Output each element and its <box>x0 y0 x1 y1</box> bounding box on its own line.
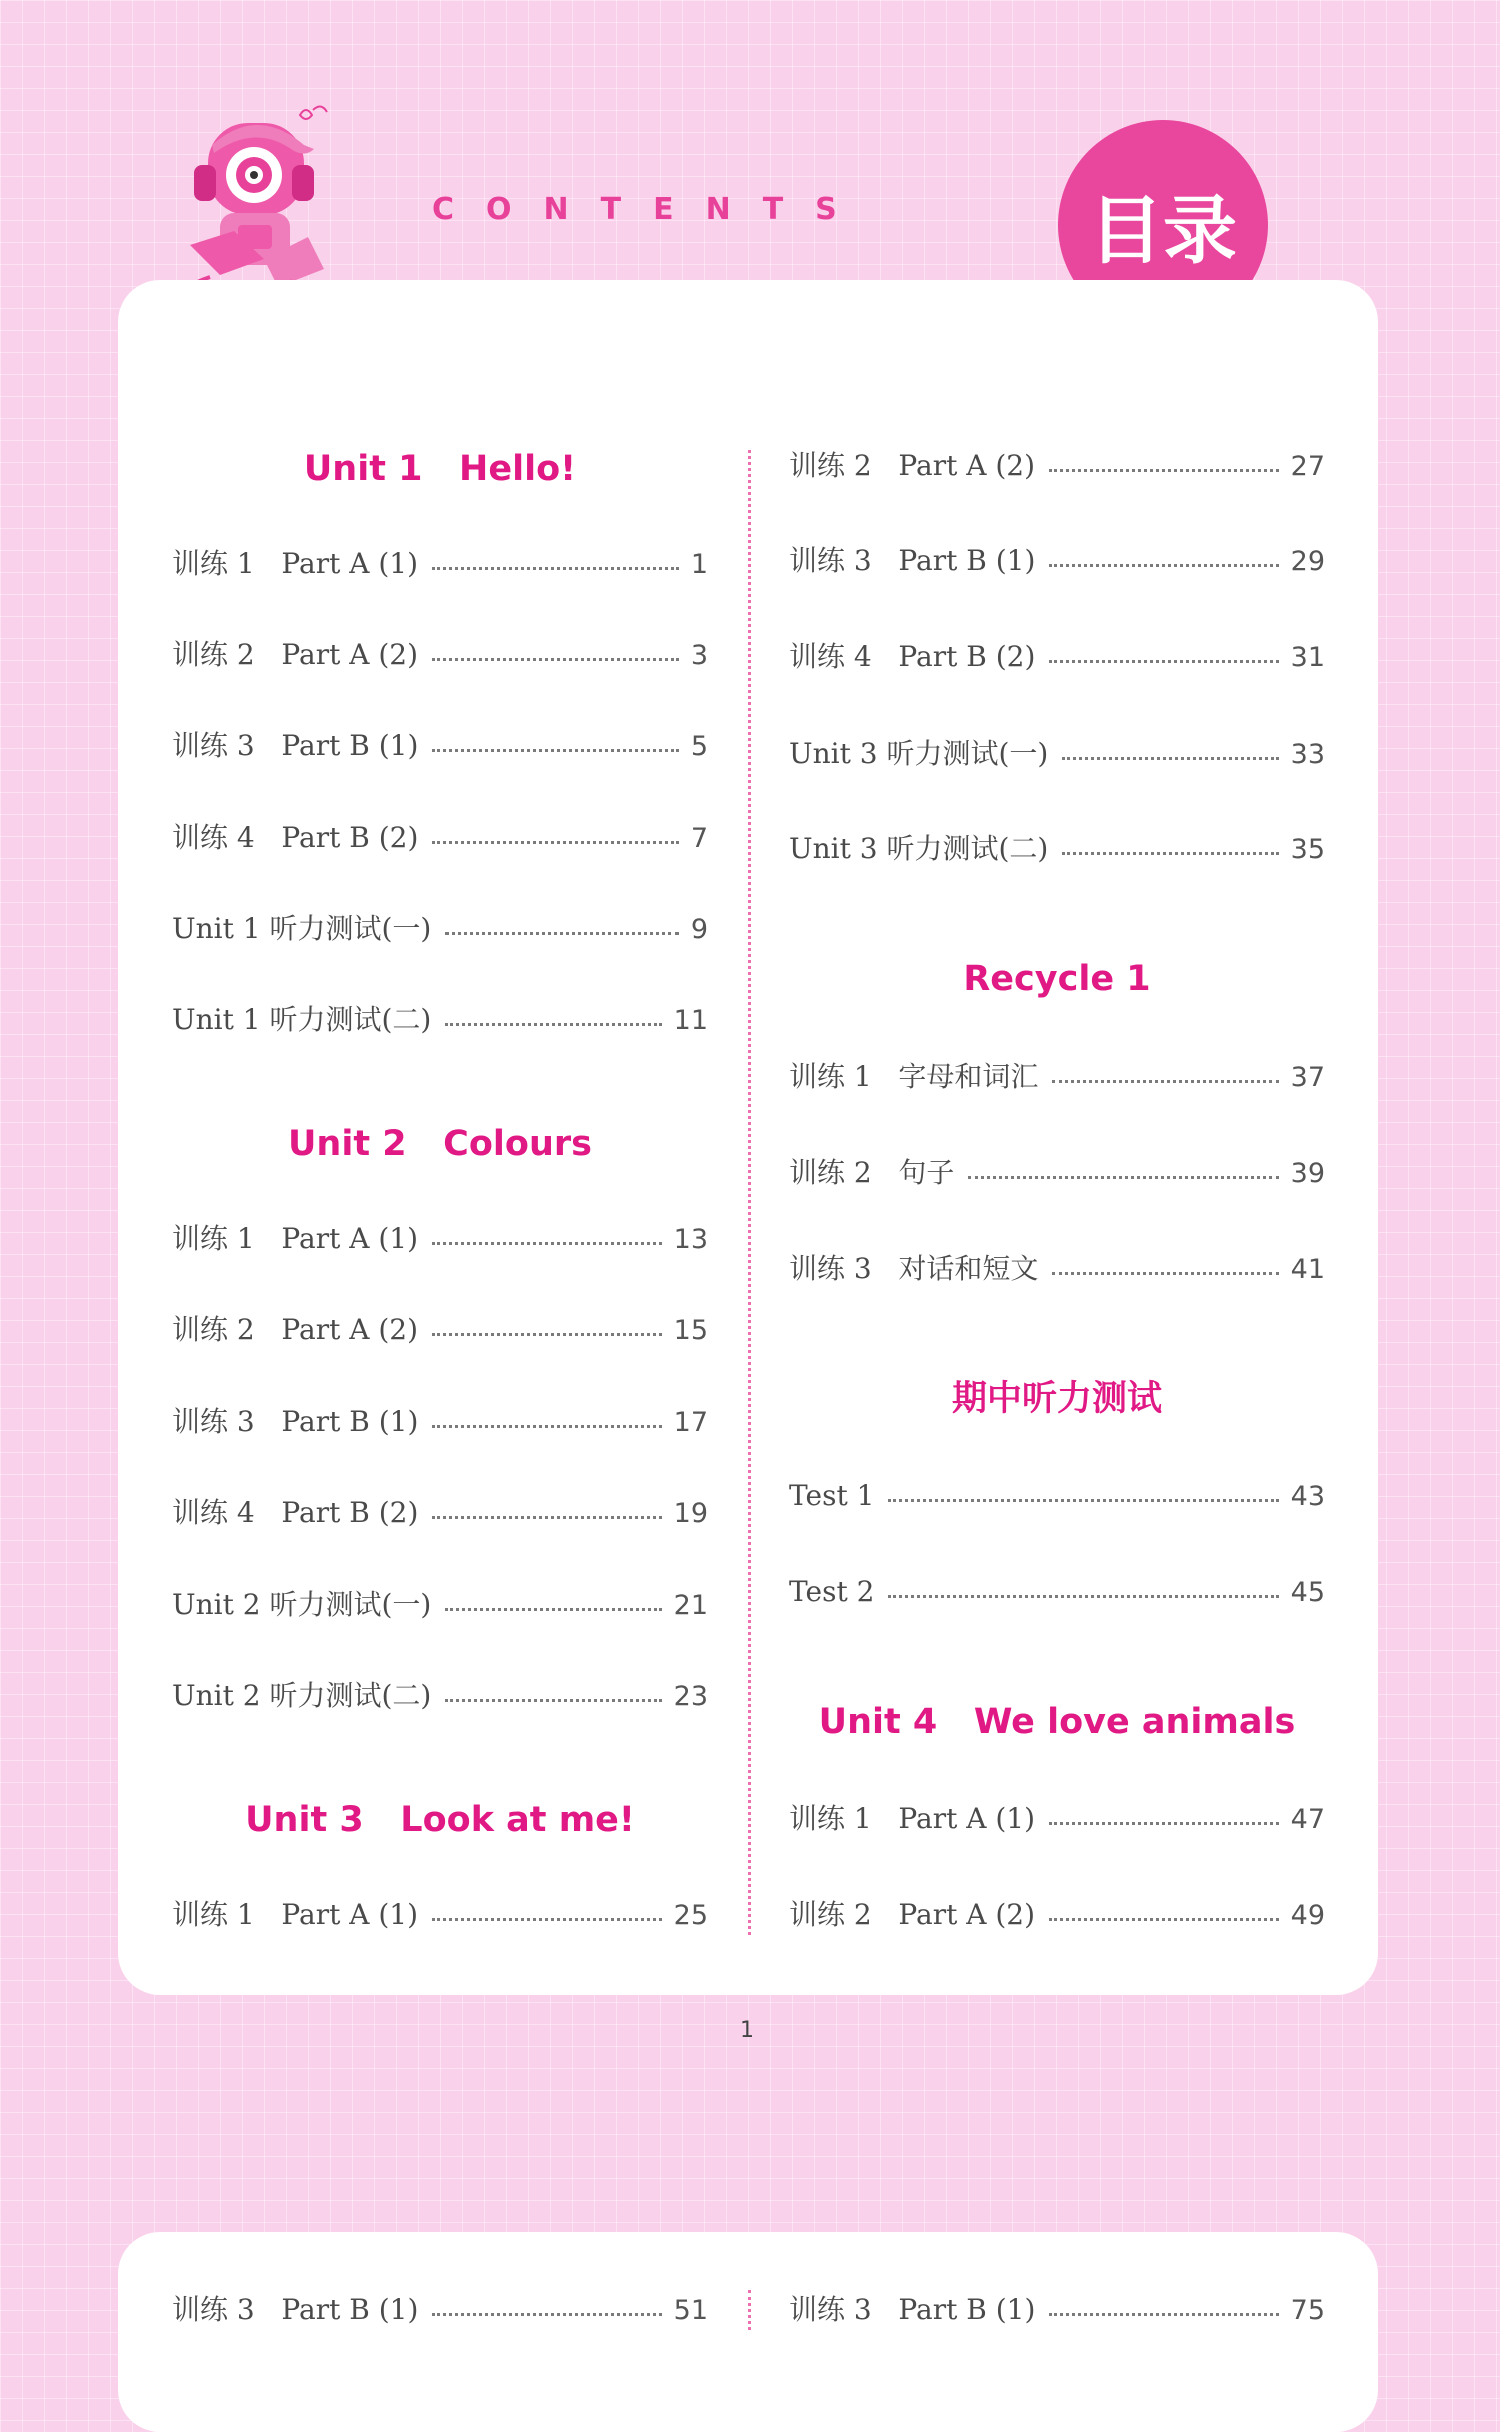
toc-entry-page: 49 <box>1290 1900 1325 1931</box>
toc-entry-page: 5 <box>690 731 708 762</box>
column-divider <box>748 2290 751 2330</box>
page-number: 1 <box>740 2018 754 2043</box>
toc-entry-page: 13 <box>673 1224 708 1255</box>
toc-entry-label: 训练 3 Part B (1) <box>172 2293 419 2326</box>
toc-entry[interactable] <box>789 732 1325 776</box>
toc-entry[interactable] <box>172 1400 708 1444</box>
toc-entry-page: 41 <box>1290 1254 1325 1285</box>
toc-entry[interactable] <box>172 2288 708 2332</box>
toc-entry-label: 训练 1 字母和词汇 <box>789 1060 1039 1093</box>
toc-entry-page: 43 <box>1290 1481 1325 1512</box>
toc-entry-label: 训练 3 Part B (1) <box>172 1405 419 1438</box>
toc-entry-page: 19 <box>673 1498 708 1529</box>
next-page-panel <box>118 2232 1378 2432</box>
leader-dots <box>1049 1918 1279 1921</box>
leader-dots <box>432 1242 662 1245</box>
toc-entry[interactable] <box>172 1491 708 1535</box>
toc-entry[interactable] <box>172 907 708 951</box>
leader-dots <box>1049 660 1278 663</box>
toc-entry[interactable] <box>172 1893 708 1937</box>
leader-dots <box>888 1595 1278 1598</box>
toc-entry[interactable] <box>789 1247 1325 1291</box>
toc-entry-label: 训练 2 Part A (2) <box>789 1898 1036 1931</box>
toc-entry[interactable] <box>789 635 1325 679</box>
toc-entry-page: 39 <box>1290 1158 1325 1189</box>
toc-entry-label: 训练 4 Part B (2) <box>172 821 419 854</box>
toc-entry-label: Test 1 <box>789 1479 875 1512</box>
toc-entry[interactable] <box>172 1674 708 1718</box>
leader-dots <box>445 1608 661 1611</box>
toc-entry[interactable] <box>789 1474 1325 1518</box>
toc-entry-label: Unit 2 听力测试(一) <box>172 1588 432 1621</box>
leader-dots <box>968 1176 1278 1179</box>
toc-entry-page: 45 <box>1290 1577 1325 1608</box>
mulu-badge: 目录 <box>1058 120 1268 330</box>
toc-entry[interactable] <box>172 998 708 1042</box>
toc-entry-page: 33 <box>1290 739 1325 770</box>
toc-entry-label: 训练 2 Part A (2) <box>172 638 419 671</box>
toc-entry-label: Unit 1 听力测试(二) <box>172 1003 432 1036</box>
leader-dots <box>1049 2313 1278 2316</box>
toc-entry-label: 训练 1 Part A (1) <box>172 1898 419 1931</box>
leader-dots <box>432 567 679 570</box>
toc-entry[interactable] <box>172 1583 708 1627</box>
toc-entry[interactable] <box>789 1570 1325 1614</box>
toc-entry-page: 3 <box>690 640 708 671</box>
toc-entry-page: 37 <box>1290 1062 1325 1093</box>
toc-entry-page: 47 <box>1290 1804 1325 1835</box>
section-heading-unit-4: Unit 4 We love animals <box>818 1702 1296 1742</box>
toc-entry-label: Unit 2 听力测试(二) <box>172 1679 432 1712</box>
leader-dots <box>1049 1822 1279 1825</box>
toc-entry-page: 31 <box>1290 642 1325 673</box>
leader-dots <box>1049 564 1278 567</box>
leader-dots <box>888 1499 1278 1502</box>
leader-dots <box>432 1425 661 1428</box>
leader-dots <box>1052 1272 1278 1275</box>
leader-dots <box>1052 1080 1278 1083</box>
section-heading-unit-1: Unit 1 Hello! <box>303 449 577 489</box>
toc-entry-label: Unit 1 听力测试(一) <box>172 912 432 945</box>
toc-entry-label: 训练 1 Part A (1) <box>789 1802 1036 1835</box>
leader-dots <box>432 1516 661 1519</box>
section-heading-unit-2: Unit 2 Colours <box>288 1124 592 1164</box>
toc-entry-label: Test 2 <box>789 1575 875 1608</box>
leader-dots <box>1062 852 1278 855</box>
section-heading-recycle-1: Recycle 1 <box>963 959 1151 999</box>
toc-entry-page: 7 <box>690 823 708 854</box>
toc-entry[interactable] <box>789 827 1325 871</box>
section-heading-midterm-listening-test: 期中听力测试 <box>951 1379 1162 1419</box>
toc-entry-label: 训练 2 Part A (2) <box>789 449 1036 482</box>
toc-entry-page: 15 <box>673 1315 708 1346</box>
toc-entry-label: 训练 3 对话和短文 <box>789 1252 1039 1285</box>
toc-entry-label: 训练 4 Part B (2) <box>789 640 1036 673</box>
leader-dots <box>1062 757 1278 760</box>
toc-entry-label: Unit 3 听力测试(一) <box>789 737 1049 770</box>
toc-entry-page: 17 <box>673 1407 708 1438</box>
toc-entry[interactable] <box>789 1151 1325 1195</box>
leader-dots <box>432 1333 662 1336</box>
toc-entry[interactable] <box>172 1308 708 1352</box>
toc-entry[interactable] <box>789 539 1325 583</box>
toc-entry-page: 9 <box>690 914 708 945</box>
leader-dots <box>432 658 679 661</box>
toc-entry-label: 训练 3 Part B (1) <box>789 2293 1036 2326</box>
leader-dots <box>445 932 679 935</box>
leader-dots <box>432 749 678 752</box>
toc-entry[interactable] <box>172 542 708 586</box>
toc-entry-page: 29 <box>1290 546 1325 577</box>
toc-entry[interactable] <box>789 444 1325 488</box>
leader-dots <box>445 1699 661 1702</box>
toc-entry-label: 训练 1 Part A (1) <box>172 547 419 580</box>
toc-entry-page: 1 <box>690 549 708 580</box>
leader-dots <box>445 1023 661 1026</box>
toc-entry-label: 训练 4 Part B (2) <box>172 1496 419 1529</box>
toc-entry-label: Unit 3 听力测试(二) <box>789 832 1049 865</box>
toc-entry[interactable] <box>789 2288 1325 2332</box>
toc-entry[interactable] <box>172 1217 708 1261</box>
toc-entry-page: 51 <box>673 2295 708 2326</box>
toc-entry[interactable] <box>789 1797 1325 1841</box>
toc-entry[interactable] <box>789 1893 1325 1937</box>
toc-entry-label: 训练 2 句子 <box>789 1156 955 1189</box>
toc-entry-label: 训练 1 Part A (1) <box>172 1222 419 1255</box>
toc-entry-page: 21 <box>673 1590 708 1621</box>
toc-entry[interactable] <box>789 1055 1325 1099</box>
leader-dots <box>1049 469 1279 472</box>
leader-dots <box>432 841 678 844</box>
toc-entry-page: 25 <box>673 1900 708 1931</box>
toc-entry-label: 训练 2 Part A (2) <box>172 1313 419 1346</box>
toc-entry-label: 训练 3 Part B (1) <box>172 729 419 762</box>
toc-entry-page: 75 <box>1290 2295 1325 2326</box>
toc-entry-page: 11 <box>673 1005 708 1036</box>
section-heading-unit-3: Unit 3 Look at me! <box>245 1800 635 1840</box>
leader-dots <box>432 1918 662 1921</box>
toc-entry-page: 27 <box>1290 451 1325 482</box>
contents-title: CONTENTS <box>432 192 869 227</box>
leader-dots <box>432 2313 661 2316</box>
toc-entry[interactable] <box>172 724 708 768</box>
toc-entry-page: 23 <box>673 1681 708 1712</box>
toc-entry[interactable] <box>172 816 708 860</box>
toc-entry-label: 训练 3 Part B (1) <box>789 544 1036 577</box>
toc-entry-page: 35 <box>1290 834 1325 865</box>
column-divider <box>748 450 751 1935</box>
toc-entry[interactable] <box>172 633 708 677</box>
